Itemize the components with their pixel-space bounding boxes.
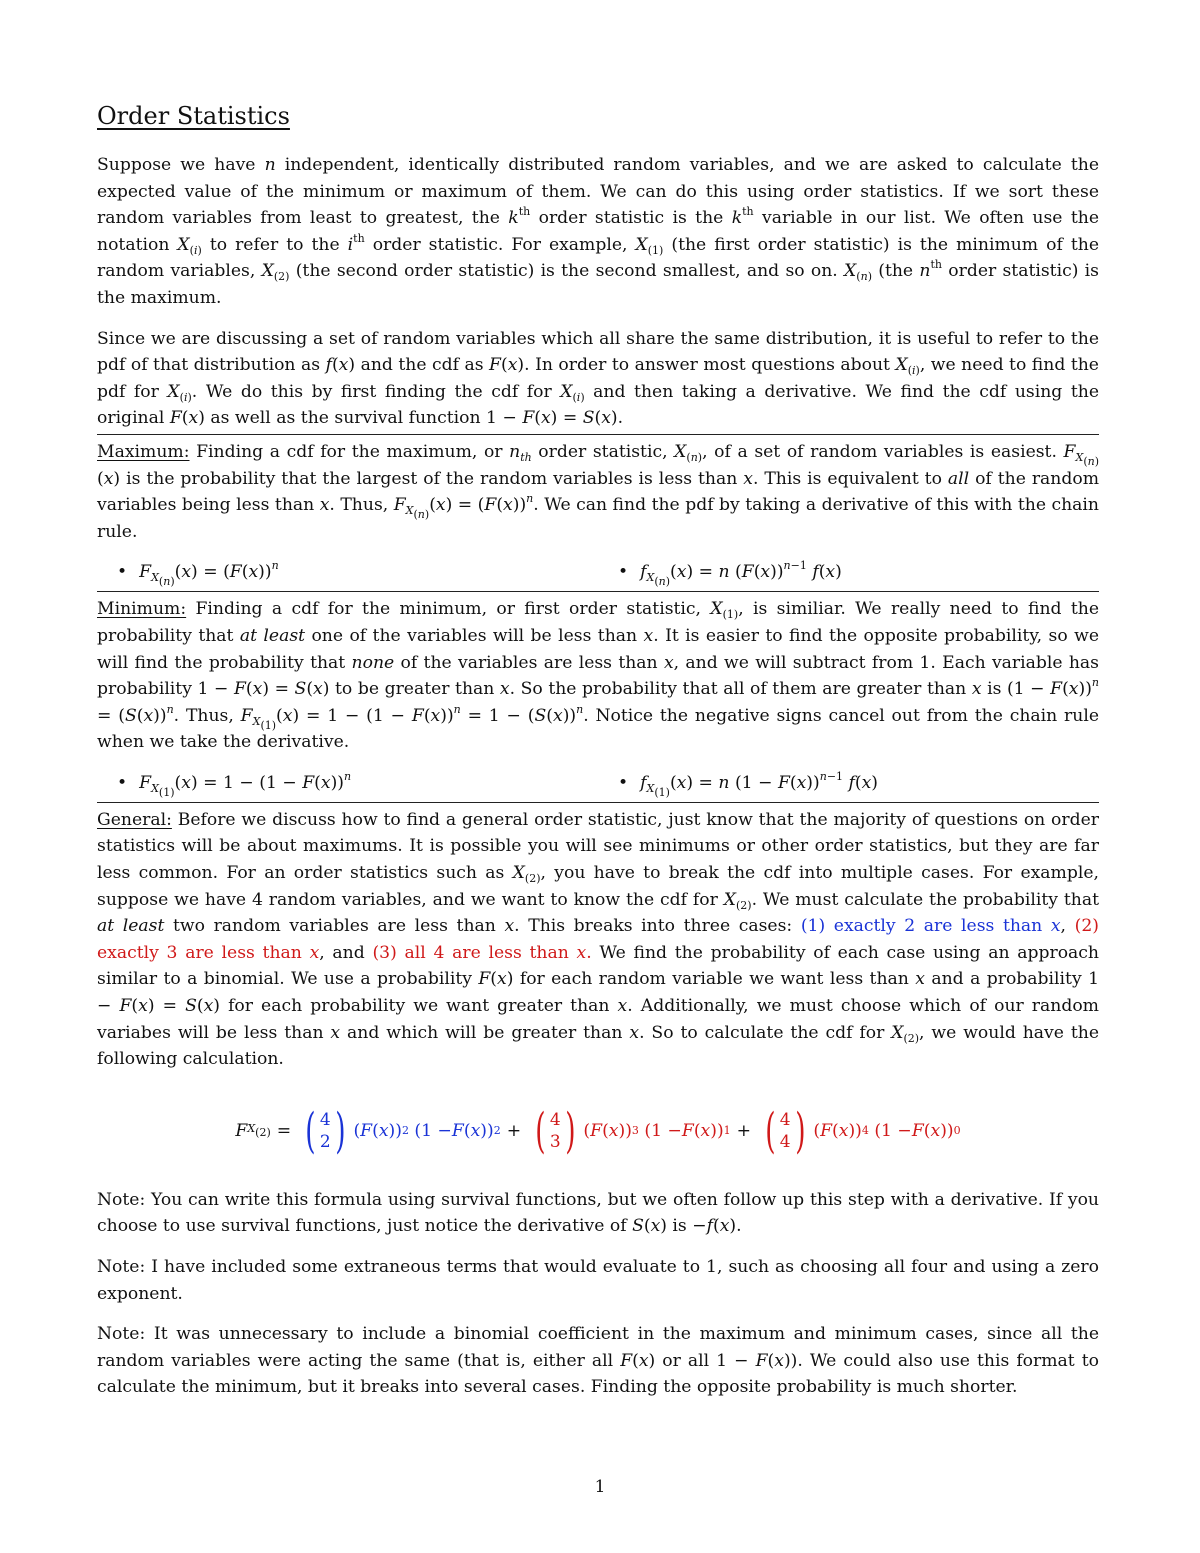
page-title: Order Statistics [97,102,290,130]
case-2-term: ( 4 3 ) ( F ( x )) 3 (1 − F ( x )) 1 [535,1102,731,1159]
max-cdf-formula: • $F_{X_{(n)}}(x) = (F(x))^n$ [117,559,279,589]
case-2-text: (2) exactly 3 are less than x [97,916,1099,963]
case-3-term: ( 4 4 ) ( F ( x )) 4 (1 − F ( x )) 0 [765,1102,961,1159]
section-divider [97,434,1099,435]
general-cdf-formula: F $X_{(2)}$ = ( 4 2 ) ( F ( x )) 2 (1 − F ( x )) 2 + ( 4 3 ) ( F ( x )) 3 (1 − F ( x )) 1 + ( 4 4 ) ( F ( x )) 4 (1 − F ( x )) 0 [235,1102,961,1159]
min-pdf-formula: • $f_{X_{(1)}}(x) = n$ $(1 - F(x))^{n-1}$ f(x) [618,769,879,799]
minimum-paragraph: Minimum: Finding a cdf for the minimum, or first order statistic, $X_{(1)}$, is similiar. We really need to find the probability that at least one of the variables will be less than x. It is easier to find the opposite probability, so we will find the probability that none of the variables are less than x, and we will subtract from 1. Each variable has probability 1 − F(x) = S(x) to be greater than x. So the probability that all of them are greater than x is $(1 - F(x))^n = (S(x))^n$. Thus, $F_{X_{(1)}}(x) = 1 - (1 - F(x))^n = 1 - (S(x))^n$. Notice the negative signs cancel out from the chain rule when we take the derivative. [97,599,1100,753]
intro-paragraph-2: Since we are discussing a set of random variables which all share the same distribution, it is useful to refer to the pdf of that distribution as f(x) and the cdf as F(x). In order to answer most questions about $X_{(i)}$, we need to find the pdf for $X_{(i)}$. We do this by first finding the cdf for $X_{(i)}$ and then taking a derivative. We find the cdf using the original F(x) as well as the survival function 1 − F(x) = S(x). [97,328,1100,429]
note-1: Note: You can write this formula using survival functions, but we often follow up this step with a derivative. If you choose to use survival functions, just notice the derivative of S(x) is −f(x). [97,1189,1099,1237]
intro-paragraph-1: Suppose we have n independent, identically distributed random variables, and we are asked to calculate the expected value of the minimum or maximum of them. We can do this using order statistics. If we sort these random variables from least to greatest, the $k^{th}$ order statistic is the $k^{th}$ variable in our list. We often use the notation $X_{(i)}$ to refer to the $i^{th}$ order statistic. For example, $X_{(1)}$ (the first order statistic) is the minimum of the random variables, $X_{(2)}$ (the second order statistic) is the second smallest, and so on. $X_{(n)}$ (the $n^{th}$ order statistic) is the maximum. [97,155,1099,308]
case-1-term: ( 4 2 ) ( F ( x )) 2 (1 − F ( x )) 2 [305,1102,501,1159]
maximum-paragraph: Maximum: Finding a cdf for the maximum, or $n_{th}$ order statistic, $X_{(n)}$, of a set of random variables is easiest. $F_{X_{(n)}}(x)$ is the probability that the largest of the random variables is less than x. This is equivalent to all of the random variables being less than x. Thus, $F_{X_{(n)}}(x) = (F(x))^n$. We can find the pdf by taking a derivative of this with the chain rule. [97,441,1100,542]
maximum-label: Maximum: [97,441,190,462]
minimum-label: Minimum: [97,599,187,620]
case-1-text: (1) exactly 2 are less than x [800,916,1061,937]
general-paragraph: General: Before we discuss how to find a general order statistic, just know that the majority of questions on order statistics will be about maximums. It is possible you will see minimums or other order statistics, but they are far less common. For an order statistics such as $X_{(2)}$, you have to break the cdf into multiple cases. For example, suppose we have 4 random variables, and we want to know the cdf for $X_{(2)}$. We must calculate the probability that at least two random variables are less than x. This breaks into three cases: (1) exactly 2 are less than x, (2) exactly 3 are less than x, and (3) all 4 are less than x. We find the probability of each case using an approach similar to a binomial. We use a probability F(x) for each random variable we want less than x and a probability 1 − F(x) = S(x) for each probability we want greater than x. Additionally, we must choose which of our random variabes will be less than x and which will be greater than x. So to calculate the cdf for $X_{(2)}$, we would have the following calculation. [97,809,1099,1070]
document-page [97,98,1099,1401]
maximum-formulas [97,559,1099,589]
note-2: Note: I have included some extraneous terms that would evaluate to 1, such as choosing all four and using a zero exponent. [97,1257,1099,1304]
minimum-formulas [97,769,1099,799]
min-cdf-formula: • $F_{X_{(1)}}(x) = 1 - (1 - F(x))^n$ [117,769,352,799]
section-divider [97,802,1099,803]
section-divider [97,591,1099,592]
note-3: Note: It was unnecessary to include a binomial coefficient in the maximum and minimum cases, since all the random variables were acting the same (that is, either all F(x) or all 1 − F(x)). We could also use this format to calculate the minimum, but it breaks into several cases. Finding the opposite probability is much shorter. [97,1324,1099,1398]
page-number: 1 [594,1477,606,1497]
general-label: General: [97,809,172,830]
max-pdf-formula: • $f_{X_{(n)}}(x) = n$ $(F(x))^{n-1}$ f(x) [618,559,842,589]
case-3-text: (3) all 4 are less than x. [372,942,592,963]
